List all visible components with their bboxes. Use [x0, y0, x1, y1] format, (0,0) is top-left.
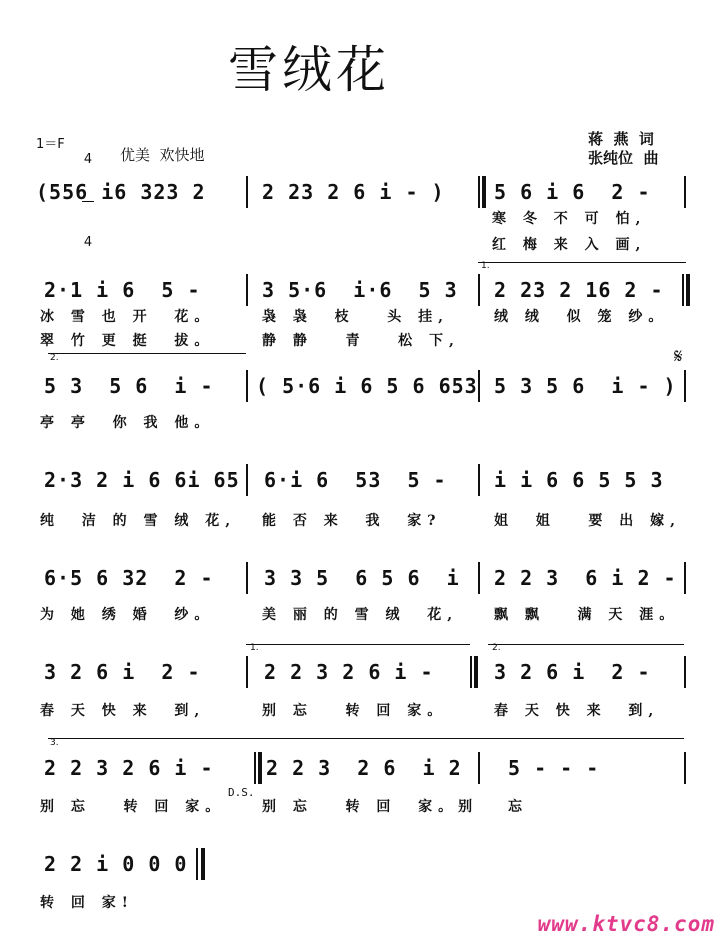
row5-lyric3: 飘 飘 满 天 涯。 [494, 607, 680, 623]
row1-lyric-verse1: 寒 冬 不 可 怕, [492, 211, 647, 227]
segno-icon: 𝄋 [674, 344, 683, 368]
row4-measure2-notes: 6·i 6 53 5 - [264, 468, 447, 492]
row2-lyric2-verse2: 静 静 青 松 下, [262, 333, 460, 349]
barline [684, 752, 686, 784]
composer-credit: 张纯位 曲 [588, 149, 659, 167]
barline [478, 752, 480, 784]
row7-measure3-notes: 5 - - - [508, 756, 600, 780]
barline [246, 370, 248, 402]
row1-measure2-notes: 2 23 2 6 i - ) [262, 180, 445, 204]
row3-measure3-notes: 5 3 5 6 i - ) [494, 374, 677, 398]
row2-lyric1-verse2: 翠 竹 更 挺 拔。 [40, 333, 215, 349]
row6-lyric3: 春 天 快 来 到, [494, 703, 660, 719]
row1-measure3-notes: 5 6 i 6 2 - [494, 180, 651, 204]
row7-lyric1: 别 忘 转 回 家。 [40, 799, 226, 815]
barline [246, 274, 248, 306]
repeat-end-thin [470, 656, 472, 688]
row6-lyric2: 别 忘 转 回 家。 [262, 703, 448, 719]
row1-measure1-notes: (556 i6 323 2 [36, 180, 206, 204]
repeat-start-thin [478, 176, 480, 208]
barline [478, 464, 480, 496]
row2-lyric2: 袅 袅 枝 头 挂, [262, 309, 449, 325]
row7-lyric2: 别 忘 转 回 家。别 [262, 799, 479, 815]
volta-bracket-2 [488, 644, 684, 645]
row6-measure2-notes: 2 2 3 2 6 i - [264, 660, 434, 684]
volta-bracket-1 [246, 644, 470, 645]
row5-lyric2: 美 丽 的 雪 绒 花, [262, 607, 459, 623]
double-bar-thick [258, 752, 262, 784]
row5-measure3-notes: 2 2 3 6 i 2 - [494, 566, 677, 590]
barline [478, 562, 480, 594]
row8-lyric1: 转 回 家! [40, 895, 134, 911]
volta-number: 1. [250, 643, 259, 653]
row6-lyric1: 春 天 快 来 到, [40, 703, 206, 719]
row4-lyric2: 能 否 来 我 家? [262, 513, 442, 529]
lyricist-credit: 蒋 燕 词 [588, 130, 654, 148]
repeat-end-thin [682, 274, 684, 306]
final-bar-thick [201, 848, 205, 880]
row4-lyric3: 姐 姐 要 出 嫁, [494, 513, 681, 529]
volta-number: 3. [50, 738, 59, 748]
row8-measure1-notes: 2 2 i 0 0 0 [44, 852, 188, 876]
barline [478, 370, 480, 402]
barline [246, 464, 248, 496]
row4-measure1-notes: 2·3 2 i 6 6i 65 [44, 468, 240, 492]
time-signature-top: 4 [83, 152, 93, 167]
row2-lyric3: 绒 绒 似 笼 纱。 [494, 309, 669, 325]
row4-measure3-notes: i i 6 6 5 5 3 [494, 468, 664, 492]
row2-measure3-notes: 2 23 2 16 2 - [494, 278, 664, 302]
row2-measure1-notes: 2·1 i 6 5 - [44, 278, 201, 302]
row3-measure1-notes: 5 3 5 6 i - [44, 374, 214, 398]
repeat-end-thick [686, 274, 690, 306]
dal-segno-mark: D.S. [228, 786, 255, 799]
site-watermark: www.ktvc8.com [537, 912, 715, 936]
barline [478, 274, 480, 306]
row3-lyric1: 亭 亭 你 我 他。 [40, 415, 215, 431]
row5-measure1-notes: 6·5 6 32 2 - [44, 566, 214, 590]
tempo-marking: 优美 欢快地 [120, 146, 205, 164]
barline [684, 176, 686, 208]
repeat-end-thick [474, 656, 478, 688]
barline [246, 176, 248, 208]
volta-number: 1. [481, 261, 490, 271]
row6-measure1-notes: 3 2 6 i 2 - [44, 660, 201, 684]
row6-measure3-notes: 3 2 6 i 2 - [494, 660, 651, 684]
row5-measure2-notes: 3 3 5 6 5 6 i [264, 566, 460, 590]
row2-lyric1: 冰 雪 也 开 花。 [40, 309, 215, 325]
row2-measure2-notes: 3 5·6 i·6 5 3 [262, 278, 458, 302]
barline [684, 656, 686, 688]
barline [684, 562, 686, 594]
final-bar-thin [196, 848, 198, 880]
song-title: 雪绒花 [228, 41, 390, 99]
volta-bracket-2 [48, 353, 246, 354]
row7-measure2-notes: 2 2 3 2 6 i 2 [266, 756, 462, 780]
barline [684, 370, 686, 402]
row1-lyric-verse2: 红 梅 来 入 画, [492, 237, 647, 253]
volta-number: 2. [50, 353, 59, 363]
volta-bracket-1 [478, 262, 686, 263]
volta-bracket-3 [48, 738, 684, 739]
barline [246, 562, 248, 594]
volta-number: 2. [492, 643, 501, 653]
row3-measure2-notes: ( 5·6 i 6 5 6 653 [256, 374, 478, 398]
key-signature: 1＝F [36, 137, 65, 152]
row7-lyric3: 忘 [508, 799, 528, 815]
barline [246, 656, 248, 688]
time-signature-bottom: 4 [83, 235, 93, 250]
repeat-start-thick [482, 176, 486, 208]
double-bar-thin [254, 752, 256, 784]
row5-lyric1: 为 她 绣 婚 纱。 [40, 607, 215, 623]
row7-measure1-notes: 2 2 3 2 6 i - [44, 756, 214, 780]
row4-lyric1: 纯 洁 的 雪 绒 花, [40, 513, 237, 529]
